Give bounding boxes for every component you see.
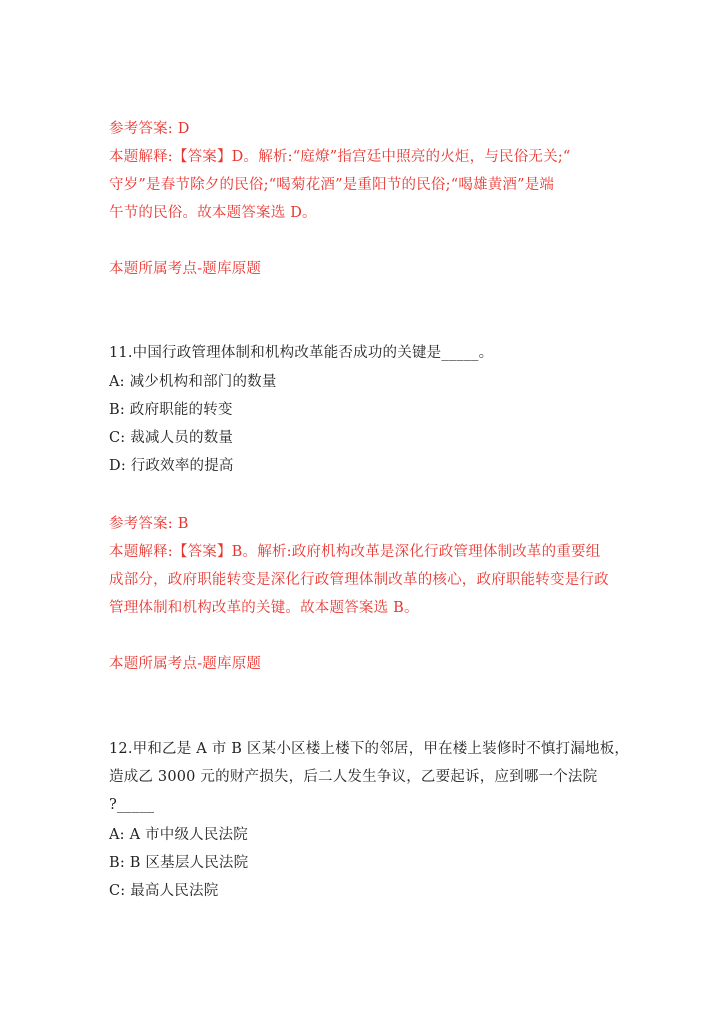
explanation-line: 午节的民俗。故本题答案选 D。 bbox=[109, 205, 317, 221]
answer-line: 参考答案: D bbox=[109, 121, 190, 137]
source-line: 本题所属考点-题库原题 bbox=[109, 261, 262, 277]
explanation-line: 管理体制和机构改革的关键。故本题答案选 B。 bbox=[109, 600, 419, 616]
option-a: A: A 市中级人民法院 bbox=[109, 827, 248, 843]
explanation-line: 成部分，政府职能转变是深化行政管理体制改革的核心，政府职能转变是行政 bbox=[109, 572, 609, 588]
answer-line: 参考答案: B bbox=[109, 516, 189, 532]
option-a: A: 减少机构和部门的数量 bbox=[109, 374, 277, 390]
question-stem: 11.中国行政管理体制和机构改革能否成功的关键是_____。 bbox=[109, 345, 494, 361]
question-stem: 12.甲和乙是 A 市 B 区某小区楼上楼下的邻居，甲在楼上装修时不慎打漏地板， bbox=[109, 741, 630, 757]
option-b: B: B 区基层人民法院 bbox=[109, 855, 249, 871]
explanation-line: 本题解释:【答案】B。解析:政府机构改革是深化行政管理体制改革的重要组 bbox=[109, 544, 601, 560]
option-c: C: 裁减人员的数量 bbox=[109, 430, 234, 446]
explanation-line: 守岁”是春节除夕的民俗;“喝菊花酒”是重阳节的民俗;“喝雄黄酒”是端 bbox=[109, 177, 555, 193]
source-line: 本题所属考点-题库原题 bbox=[109, 656, 262, 672]
question-stem: 造成乙 3000 元的财产损失，后二人发生争议，乙要起诉，应到哪一个法院 bbox=[109, 769, 598, 785]
question-stem: ?_____ bbox=[109, 797, 155, 813]
option-c: C: 最高人民法院 bbox=[109, 883, 219, 899]
option-d: D: 行政效率的提高 bbox=[109, 458, 234, 474]
option-b: B: 政府职能的转变 bbox=[109, 402, 233, 418]
explanation-line: 本题解释:【答案】D。解析:“庭燎”指宫廷中照亮的火炬，与民俗无关;“ bbox=[109, 149, 571, 165]
